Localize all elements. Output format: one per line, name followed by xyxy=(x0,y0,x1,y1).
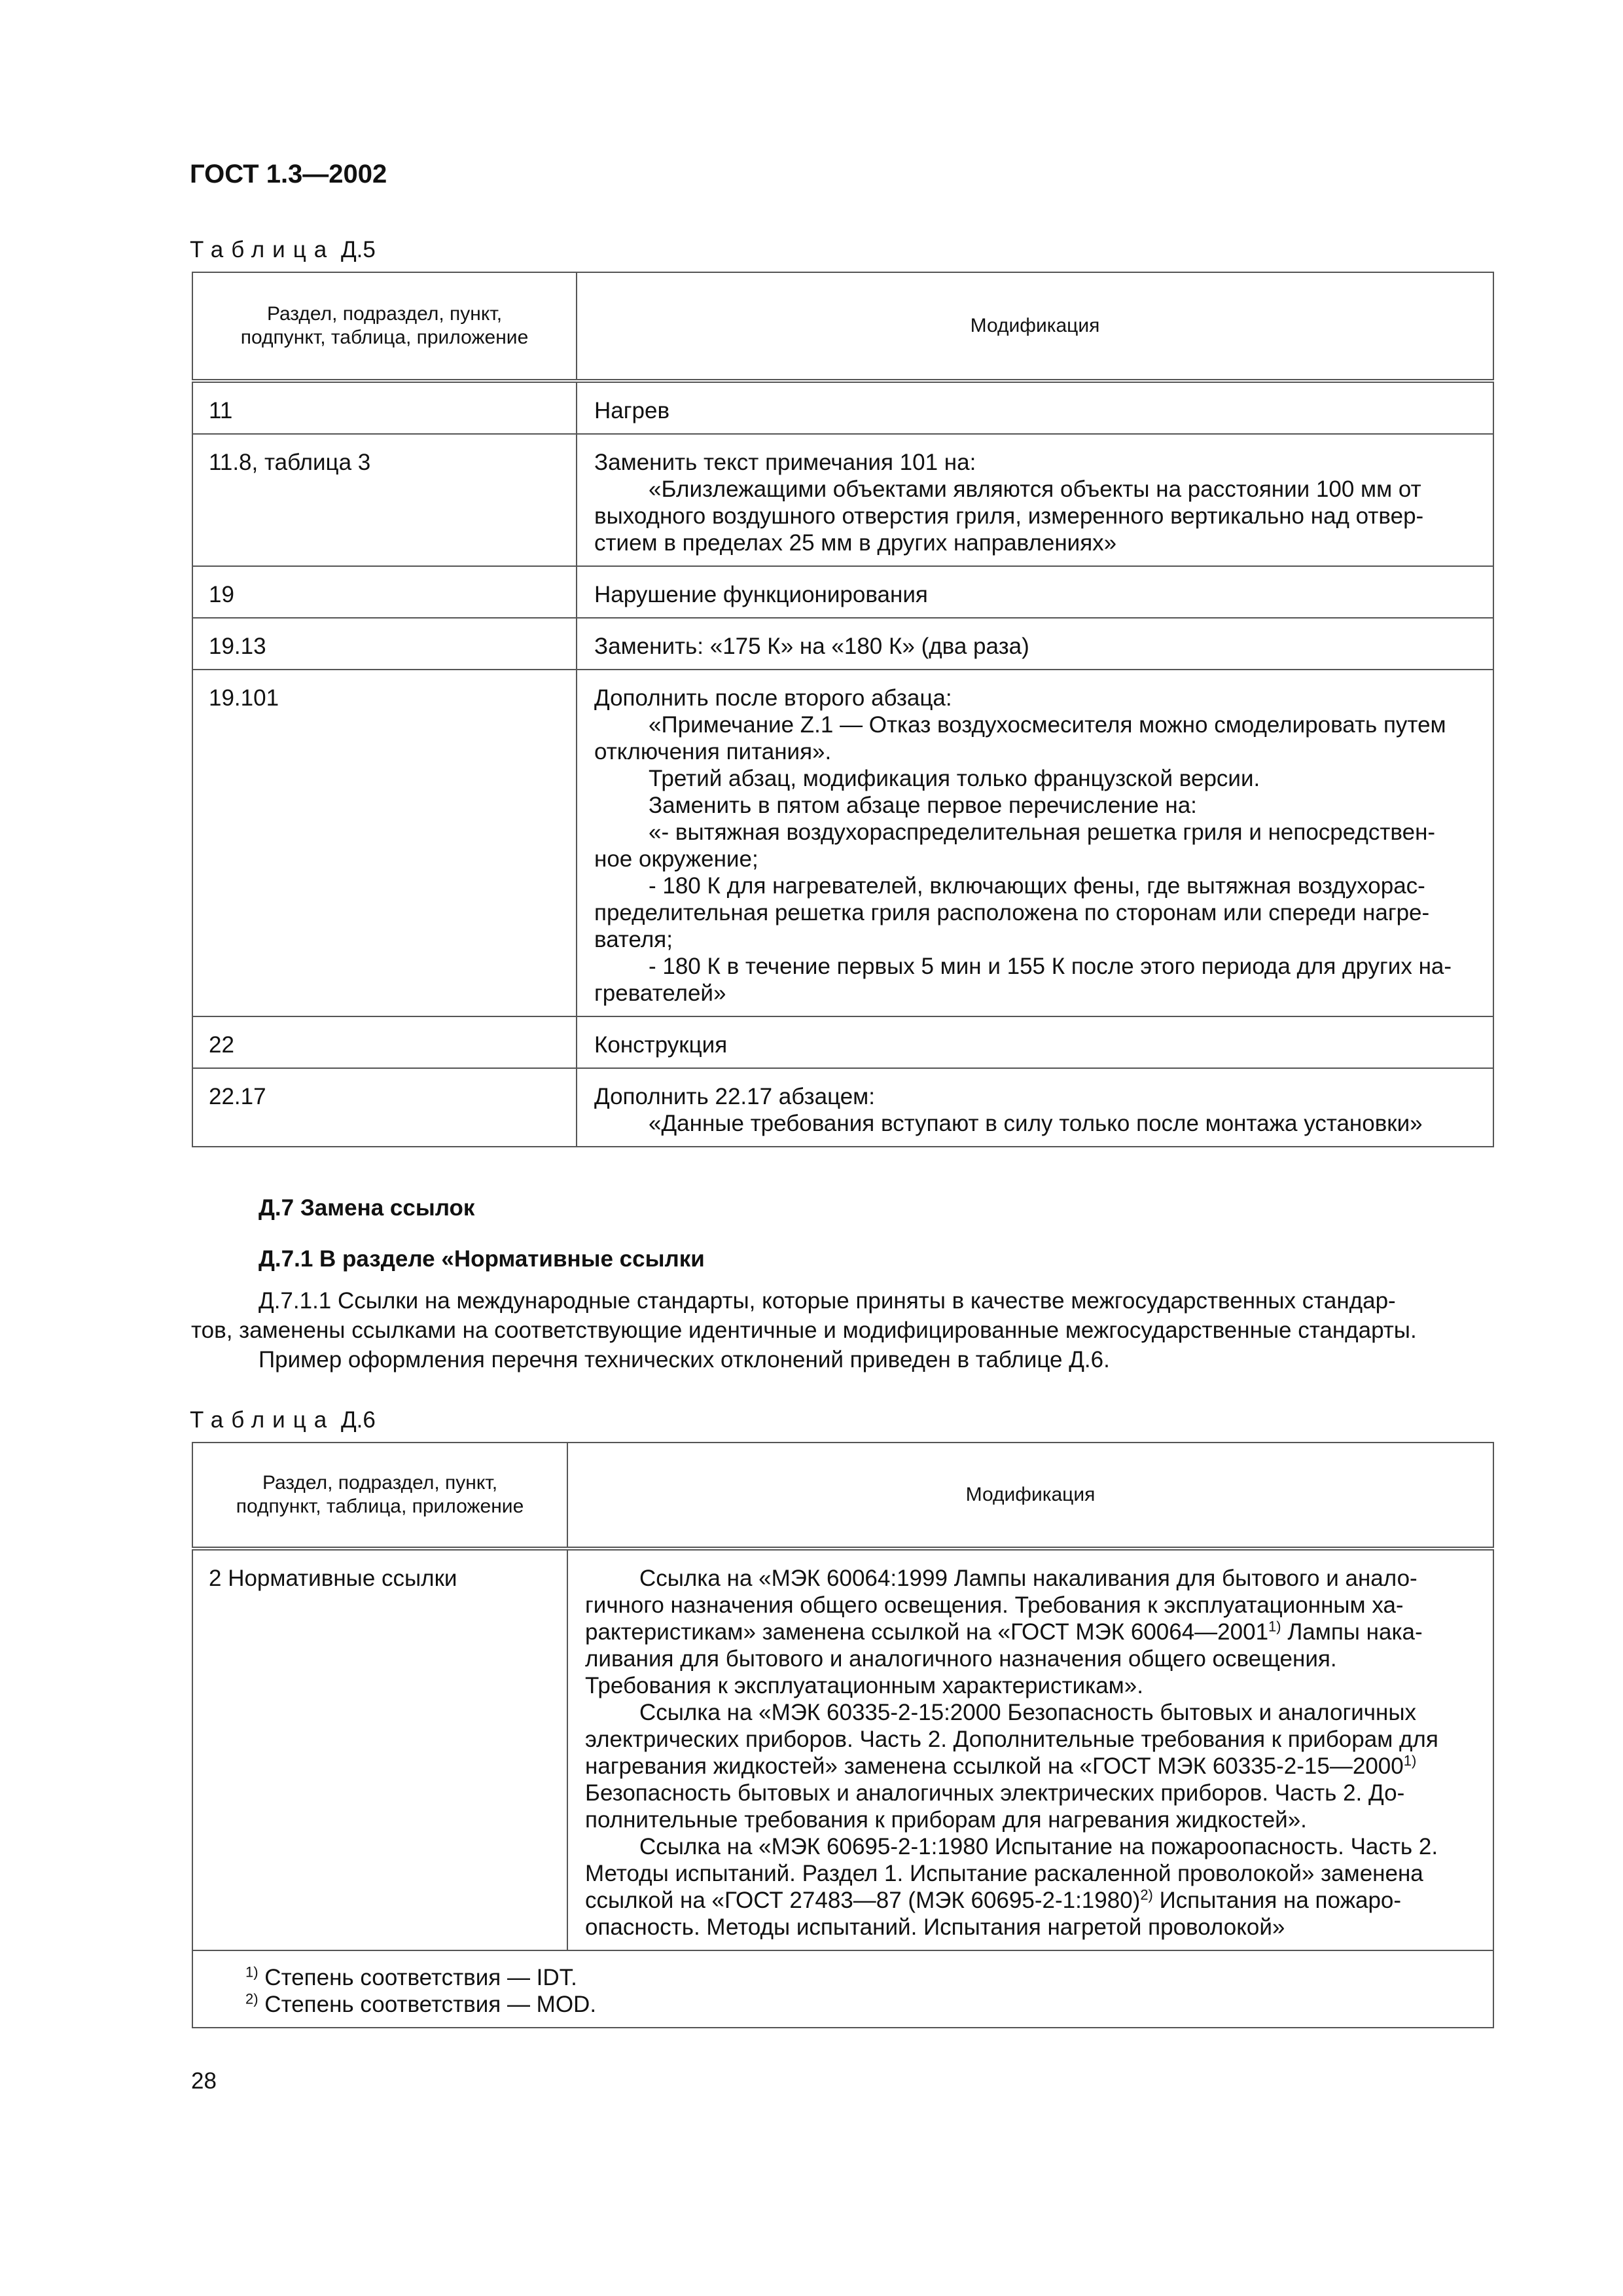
text-line: Заменить в пятом абзаце первое перечисление на: xyxy=(649,793,1197,818)
table-caption xyxy=(190,237,376,263)
text-line: Ссылка на «МЭК 60695-2-1:1980 Испытание на пожароопасность. Часть 2. xyxy=(639,1834,1438,1859)
text-line: Конструкция xyxy=(594,1032,728,1058)
text-fragment: ссылкой на «ГОСТ 27483—87 (МЭК 60695-2-1:1980) xyxy=(585,1888,1141,1913)
text-fragment: Испытания на пожаро- xyxy=(1152,1888,1402,1913)
text-line: стием в пределах 25 мм в других направлениях» xyxy=(594,530,1117,556)
footnote xyxy=(245,1991,1476,2018)
text-line: отключения питания». xyxy=(594,739,832,764)
table-d5 xyxy=(192,272,1494,1147)
footnote-mark: 2) xyxy=(1140,1886,1153,1903)
text-line: - 180 К в течение первых 5 мин и 155 К после этого периода для других на- xyxy=(649,954,1452,979)
section-ref-cell: 19 xyxy=(192,566,577,618)
text-line: Заменить: «175 К» на «180 К» (два раза) xyxy=(594,634,1029,659)
section-ref-cell: 11 xyxy=(192,381,577,434)
text-line: Нагрев xyxy=(594,398,670,423)
modification-cell xyxy=(577,566,1493,618)
footnote-mark: 1) xyxy=(1403,1752,1417,1769)
text-line: Безопасность бытовых и аналогичных электрических приборов. Часть 2. До- xyxy=(585,1780,1405,1806)
section-ref-cell: 2 Нормативные ссылки xyxy=(192,1549,567,1950)
text-line: Методы испытаний. Раздел 1. Испытание раскаленной проволокой» заменена xyxy=(585,1861,1423,1886)
text-fragment: Лампы нака- xyxy=(1281,1619,1423,1645)
text-line: «Данные требования вступают в силу только после монтажа установки» xyxy=(649,1111,1423,1136)
text-line: гревателей» xyxy=(594,980,726,1006)
modification-cell xyxy=(577,1016,1493,1068)
text-line: Нарушение функционирования xyxy=(594,582,928,607)
table-row xyxy=(192,1068,1493,1147)
modification-cell xyxy=(577,381,1493,434)
text-line: Заменить текст примечания 101 на: xyxy=(594,450,976,475)
text-line: Дополнить 22.17 абзацем: xyxy=(594,1084,875,1109)
text-line: гичного назначения общего освещения. Требования к эксплуатационным ха- xyxy=(585,1592,1404,1618)
text-line: пределительная решетка гриля расположена по сторонам или спереди нагре- xyxy=(594,900,1430,925)
text-line: электрических приборов. Часть 2. Дополнительные требования к приборам для xyxy=(585,1727,1438,1752)
modification-cell xyxy=(567,1549,1493,1950)
text-line: - 180 К для нагревателей, включающих фены, где вытяжная воздухорас- xyxy=(649,873,1425,899)
text-line: вателя; xyxy=(594,927,673,952)
column-header-modification: Модификация xyxy=(567,1443,1493,1549)
modification-cell xyxy=(577,1068,1493,1147)
caption-number: Д.5 xyxy=(340,237,376,262)
text-line: Ссылка на «МЭК 60064:1999 Лампы накаливания для бытового и анало- xyxy=(639,1566,1418,1591)
section-ref-cell: 19.101 xyxy=(192,670,577,1016)
table-row xyxy=(192,381,1493,434)
text-line: полнительные требования к приборам для нагревания жидкостей». xyxy=(585,1807,1307,1833)
footnote-text: Степень соответствия — IDT. xyxy=(258,1965,577,1990)
modification-cell xyxy=(577,670,1493,1016)
footnotes-cell xyxy=(192,1950,1493,2028)
footnotes-row xyxy=(192,1950,1493,2028)
table-caption xyxy=(190,1407,376,1433)
footnote-text: Степень соответствия — MOD. xyxy=(258,1992,597,2017)
table-row xyxy=(192,670,1493,1016)
section-ref-cell: 22 xyxy=(192,1016,577,1068)
column-header-section: Раздел, подраздел, пункт, подпункт, таблица, приложение xyxy=(192,272,577,381)
footnote-mark: 1) xyxy=(1268,1618,1281,1635)
footnote xyxy=(245,1964,1476,1991)
text-line: ливания для бытового и аналогичного назначения общего освещения. xyxy=(585,1646,1337,1672)
column-header-modification: Модификация xyxy=(577,272,1493,381)
text-line: «Близлежащими объектами являются объекты на расстоянии 100 мм от xyxy=(649,476,1421,502)
caption-word: Таблица xyxy=(190,237,335,262)
table-row xyxy=(192,566,1493,618)
paragraph: Д.7.1.1 Ссылки на международные стандарты, которые приняты в качестве межгосударственных стандар- тов, заменены ссылками на соответствующие идентичные и модифицированные межгосударственные стандарты. Пример оформления перечня технических отклонений приведен в таблице Д.6. xyxy=(191,1288,1417,1372)
text-line: выходного воздушного отверстия гриля, измеренного вертикально над отвер- xyxy=(594,503,1424,529)
caption-word: Таблица xyxy=(190,1407,335,1433)
text-line: Требования к эксплуатационным характеристикам». xyxy=(585,1673,1143,1698)
modification-cell xyxy=(577,618,1493,670)
footnote-mark: 2) xyxy=(245,1990,259,2007)
table-row xyxy=(192,618,1493,670)
text-line: «- вытяжная воздухораспределительная решетка гриля и непосредствен- xyxy=(649,819,1436,845)
text-line: опасность. Методы испытаний. Испытания нагретой проволокой» xyxy=(585,1914,1285,1940)
text-line xyxy=(585,1887,1476,1914)
section-heading: Д.7 Замена ссылок xyxy=(259,1195,475,1221)
text-line: Третий абзац, модификация только французской версии. xyxy=(649,766,1260,791)
caption-number: Д.6 xyxy=(340,1407,376,1433)
table-d6 xyxy=(192,1442,1494,2028)
text-fragment: рактеристикам» заменена ссылкой на «ГОСТ МЭК 60064—2001 xyxy=(585,1619,1269,1645)
text-fragment: нагревания жидкостей» заменена ссылкой на «ГОСТ МЭК 60335-2-15—2000 xyxy=(585,1753,1404,1779)
text-line: Ссылка на «МЭК 60335-2-15:2000 Безопасность бытовых и аналогичных xyxy=(639,1700,1416,1725)
table-row xyxy=(192,434,1493,566)
subsection-heading: Д.7.1 В разделе «Нормативные ссылки xyxy=(259,1246,705,1272)
document-code-header: ГОСТ 1.3—2002 xyxy=(190,160,387,188)
text-line: «Примечание Z.1 — Отказ воздухосмесителя можно смоделировать путем xyxy=(649,712,1446,738)
text-line: Дополнить после второго абзаца: xyxy=(594,685,952,711)
column-header-section: Раздел, подраздел, пункт, подпункт, таблица, приложение xyxy=(192,1443,567,1549)
modification-cell xyxy=(577,434,1493,566)
table-row xyxy=(192,1549,1493,1950)
section-ref-cell: 19.13 xyxy=(192,618,577,670)
text-line xyxy=(585,1753,1476,1780)
table-row xyxy=(192,1016,1493,1068)
footnote-mark: 1) xyxy=(245,1964,259,1981)
text-line: ное окружение; xyxy=(594,846,758,872)
section-ref-cell: 11.8, таблица 3 xyxy=(192,434,577,566)
section-ref-cell: 22.17 xyxy=(192,1068,577,1147)
page-number: 28 xyxy=(191,2068,217,2094)
text-line xyxy=(585,1619,1476,1645)
